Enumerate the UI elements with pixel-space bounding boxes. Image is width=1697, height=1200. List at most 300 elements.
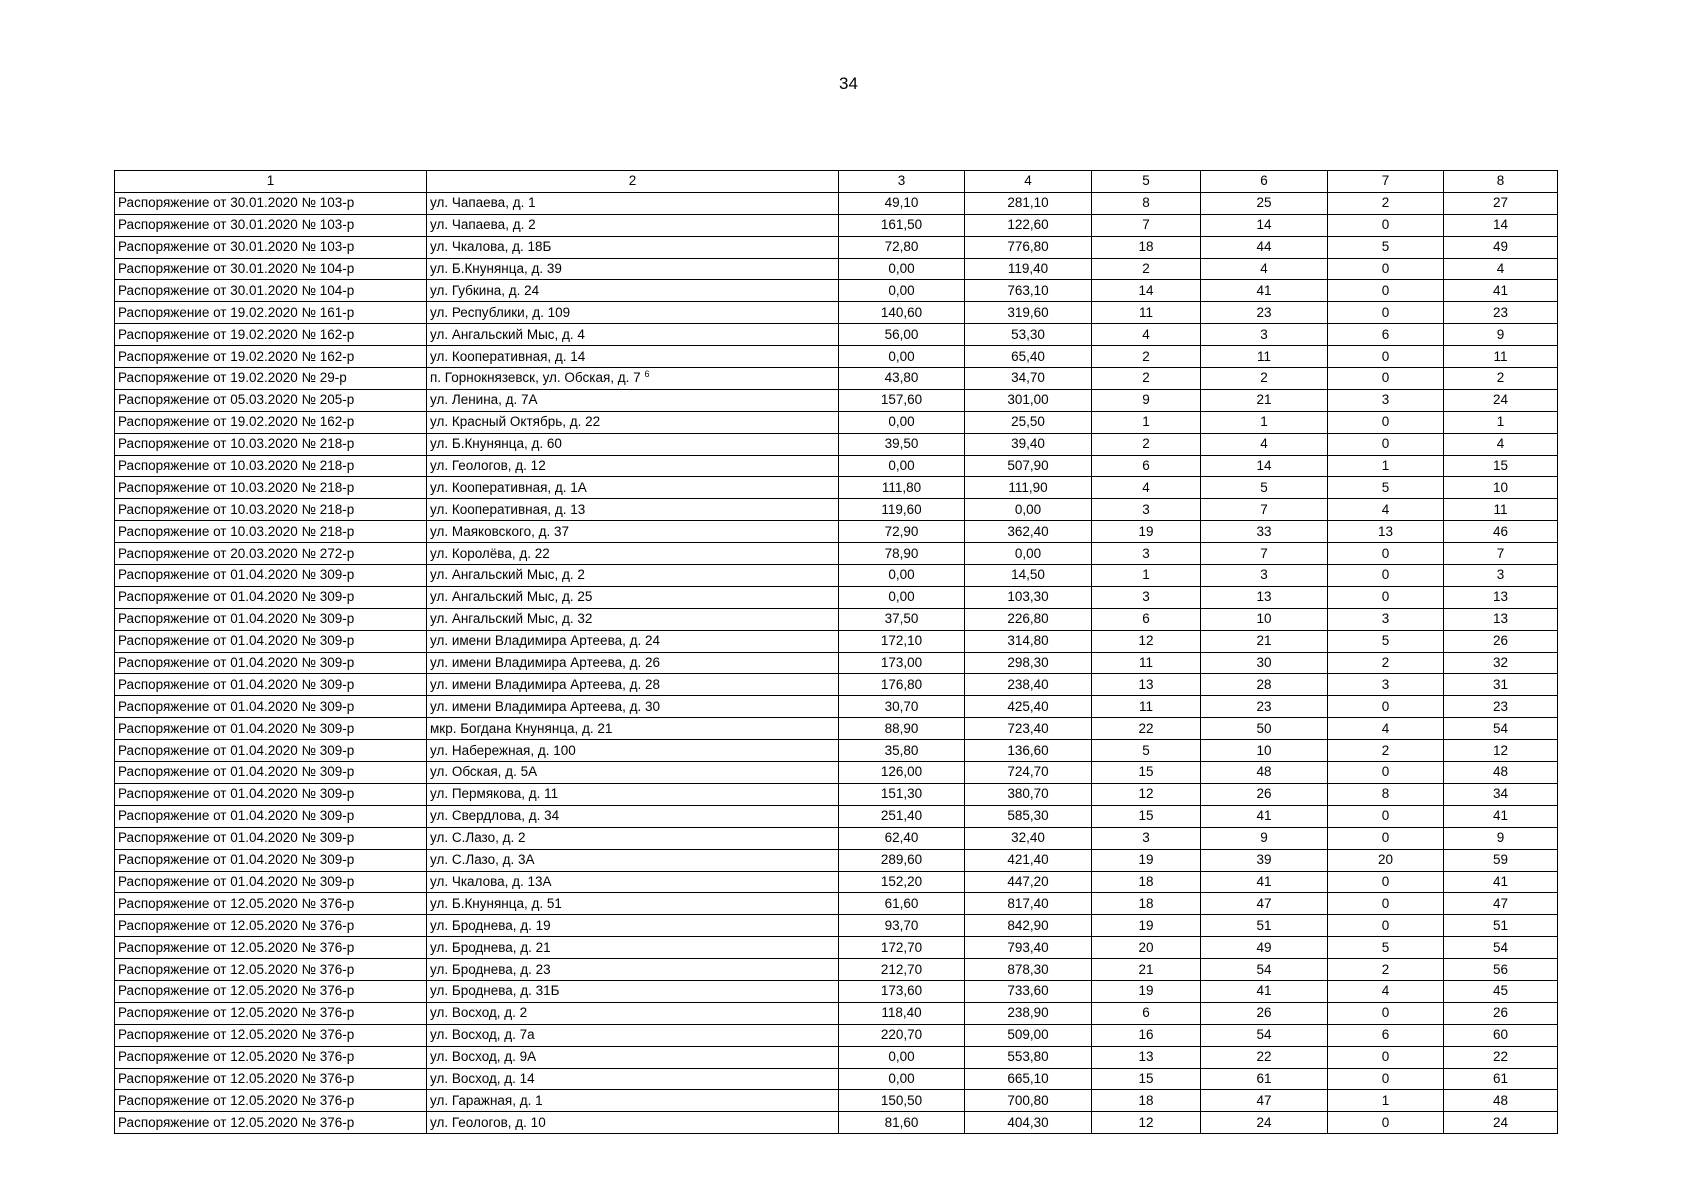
address-cell-text: ул. Маяковского, д. 37 [430, 523, 569, 539]
value-cell-col7-text: 0 [1381, 1049, 1390, 1065]
order-cell-text: Распоряжение от 01.04.2020 № 309-р [118, 655, 355, 671]
value-cell-col6-text: 4 [1260, 261, 1268, 276]
order-cell [115, 718, 427, 740]
value-cell-col7-text: 8 [1381, 786, 1390, 802]
value-cell-col5-text: 20 [1138, 939, 1154, 955]
value-cell-col7 [1328, 499, 1444, 521]
value-cell-col6 [1201, 762, 1328, 784]
address-cell [427, 521, 839, 543]
value-cell-col7-text: 0 [1381, 1005, 1390, 1021]
order-cell [115, 302, 427, 324]
value-cell-col3-text: 289,60 [880, 852, 923, 868]
table-row [115, 740, 1558, 762]
value-cell-col4 [965, 192, 1092, 214]
value-cell-col4 [965, 521, 1092, 543]
value-cell-col7-text: 0 [1381, 917, 1390, 933]
value-cell-col3-text: 39,50 [884, 436, 919, 452]
address-cell-text: п. Горнокнязевск, ул. Обская, д. 7 [430, 370, 641, 386]
address-cell [427, 324, 839, 346]
value-cell-col8 [1444, 1112, 1558, 1134]
value-cell-col3 [839, 1046, 965, 1068]
value-cell-col4 [965, 324, 1092, 346]
value-cell-col4 [965, 762, 1092, 784]
value-cell-col6-text: 23 [1256, 304, 1272, 320]
table-row [115, 893, 1558, 915]
value-cell-col5 [1092, 477, 1201, 499]
value-cell-col4-text: 226,80 [1007, 611, 1049, 627]
value-cell-col6-text: 41 [1256, 983, 1272, 999]
address-cell-text: мкр. Богдана Кнунянца, д. 21 [430, 720, 613, 736]
order-cell-text: Распоряжение от 30.01.2020 № 104-р [118, 261, 355, 276]
value-cell-col3-text: 30,70 [884, 698, 919, 714]
value-cell-col8-text: 41 [1492, 873, 1509, 889]
value-cell-col8 [1444, 674, 1558, 696]
value-cell-col8-text: 56 [1492, 961, 1509, 977]
order-cell [115, 980, 427, 1002]
value-cell-col3 [839, 762, 965, 784]
value-cell-col5-text: 12 [1138, 786, 1154, 802]
value-cell-col7 [1328, 302, 1444, 324]
value-cell-col5-text: 11 [1138, 698, 1153, 714]
order-cell [115, 893, 427, 915]
table-row [115, 368, 1558, 390]
value-cell-col6-text: 26 [1256, 786, 1272, 802]
table-row [115, 1002, 1558, 1024]
value-cell-col8 [1444, 258, 1558, 280]
value-cell-col6 [1201, 455, 1328, 477]
value-cell-col4-text: 362,40 [1007, 523, 1049, 539]
value-cell-col6 [1201, 783, 1328, 805]
registry-table [114, 170, 1558, 1134]
value-cell-col3-text: 0,00 [888, 458, 915, 474]
value-cell-col8 [1444, 630, 1558, 652]
value-cell-col3-text: 0,00 [888, 567, 915, 583]
value-cell-col5 [1092, 608, 1201, 630]
value-cell-col7 [1328, 652, 1444, 674]
value-cell-col7 [1328, 280, 1444, 302]
value-cell-col3-text: 81,60 [884, 1114, 919, 1130]
address-cell-text: ул. Б.Кнунянца, д. 39 [430, 261, 562, 276]
value-cell-col8-text: 4 [1496, 436, 1505, 452]
value-cell-col3-text: 157,60 [880, 392, 923, 408]
value-cell-col7 [1328, 411, 1444, 433]
value-cell-col6-text: 3 [1260, 326, 1268, 342]
value-cell-col7 [1328, 871, 1444, 893]
address-cell [427, 586, 839, 608]
address-cell [427, 1090, 839, 1112]
value-cell-col3 [839, 630, 965, 652]
value-cell-col7 [1328, 1112, 1444, 1134]
value-cell-col3-text: 126,00 [880, 764, 923, 780]
value-cell-col3-text: 140,60 [880, 304, 923, 320]
value-cell-col5 [1092, 565, 1201, 587]
value-cell-col8-text: 60 [1492, 1027, 1509, 1043]
value-cell-col3-text: 72,80 [884, 239, 919, 255]
value-cell-col4-text: 585,30 [1007, 808, 1049, 824]
value-cell-col8-text: 45 [1492, 983, 1509, 999]
table-row [115, 477, 1558, 499]
order-cell-text: Распоряжение от 10.03.2020 № 218-р [118, 436, 355, 452]
value-cell-col6 [1201, 258, 1328, 280]
order-cell-text: Распоряжение от 19.02.2020 № 29-р [118, 370, 347, 386]
value-cell-col7-text: 3 [1381, 611, 1390, 627]
value-cell-col5-text: 1 [1142, 567, 1150, 583]
value-cell-col8-text: 3 [1496, 567, 1505, 583]
value-cell-col5 [1092, 214, 1201, 236]
table-row [115, 543, 1558, 565]
value-cell-col4-text: 119,40 [1007, 261, 1049, 276]
value-cell-col6 [1201, 565, 1328, 587]
order-cell-text: Распоряжение от 12.05.2020 № 376-р [118, 1114, 355, 1130]
value-cell-col7-text: 0 [1381, 1070, 1390, 1086]
table-row [115, 915, 1558, 937]
value-cell-col8 [1444, 499, 1558, 521]
value-cell-col7-text: 0 [1381, 414, 1390, 430]
table-row [115, 849, 1558, 871]
address-cell [427, 1024, 839, 1046]
order-cell-text: Распоряжение от 30.01.2020 № 103-р [118, 217, 355, 233]
value-cell-col5-text: 12 [1138, 1114, 1154, 1130]
value-cell-col5-text: 16 [1138, 1027, 1154, 1043]
value-cell-col3-text: 172,10 [880, 633, 923, 649]
address-cell-text: ул. Обская, д. 5А [430, 764, 538, 780]
value-cell-col3 [839, 740, 965, 762]
value-cell-col3-text: 0,00 [888, 1070, 915, 1086]
value-cell-col5 [1092, 1090, 1201, 1112]
value-cell-col6 [1201, 346, 1328, 368]
column-header: 5 [1092, 171, 1201, 193]
value-cell-col6 [1201, 849, 1328, 871]
address-cell-text: ул. Броднева, д. 23 [430, 961, 551, 977]
value-cell-col3 [839, 586, 965, 608]
value-cell-col5-text: 19 [1138, 852, 1154, 868]
page-number: 34 [839, 74, 858, 93]
value-cell-col6-text: 48 [1256, 764, 1272, 780]
order-cell-text: Распоряжение от 01.04.2020 № 309-р [118, 764, 355, 780]
value-cell-col8-text: 9 [1496, 830, 1505, 846]
value-cell-col8 [1444, 1046, 1558, 1068]
value-cell-col4 [965, 565, 1092, 587]
value-cell-col7 [1328, 959, 1444, 981]
value-cell-col7 [1328, 915, 1444, 937]
value-cell-col8-text: 48 [1492, 764, 1509, 780]
address-cell [427, 630, 839, 652]
value-cell-col8 [1444, 937, 1558, 959]
value-cell-col6 [1201, 893, 1328, 915]
value-cell-col5-text: 13 [1138, 676, 1154, 692]
value-cell-col5 [1092, 499, 1201, 521]
table-row [115, 827, 1558, 849]
value-cell-col5 [1092, 324, 1201, 346]
value-cell-col6 [1201, 652, 1328, 674]
value-cell-col5-text: 19 [1138, 523, 1154, 539]
value-cell-col3 [839, 477, 965, 499]
value-cell-col6-text: 10 [1256, 611, 1272, 627]
order-cell [115, 258, 427, 280]
value-cell-col8-text: 54 [1492, 720, 1509, 736]
value-cell-col6-text: 30 [1256, 655, 1272, 671]
table-row [115, 455, 1558, 477]
value-cell-col8-text: 2 [1496, 370, 1505, 386]
address-cell-text: ул. Геологов, д. 12 [430, 458, 546, 474]
value-cell-col6-text: 7 [1260, 545, 1268, 561]
column-header: 7 [1328, 171, 1444, 193]
value-cell-col7 [1328, 1090, 1444, 1112]
address-cell [427, 871, 839, 893]
table-row [115, 280, 1558, 302]
value-cell-col5 [1092, 346, 1201, 368]
value-cell-col8-text: 13 [1492, 589, 1509, 605]
address-cell-text: ул. имени Владимира Артеева, д. 28 [430, 676, 660, 692]
value-cell-col6-text: 4 [1260, 436, 1268, 452]
address-cell [427, 192, 839, 214]
order-cell-text: Распоряжение от 30.01.2020 № 103-р [118, 195, 355, 211]
value-cell-col6 [1201, 586, 1328, 608]
value-cell-col4 [965, 1112, 1092, 1134]
value-cell-col7 [1328, 192, 1444, 214]
value-cell-col5-text: 3 [1142, 545, 1150, 561]
value-cell-col4-text: 14,50 [1011, 567, 1045, 583]
value-cell-col8-text: 48 [1492, 1092, 1509, 1108]
value-cell-col5 [1092, 302, 1201, 324]
value-cell-col7 [1328, 937, 1444, 959]
order-cell [115, 1112, 427, 1134]
value-cell-col8 [1444, 192, 1558, 214]
value-cell-col4-text: 793,40 [1007, 939, 1049, 955]
value-cell-col5-text: 3 [1142, 830, 1150, 846]
value-cell-col8 [1444, 652, 1558, 674]
order-cell [115, 674, 427, 696]
value-cell-col8 [1444, 608, 1558, 630]
value-cell-col8 [1444, 302, 1558, 324]
value-cell-col3-text: 0,00 [888, 414, 915, 430]
value-cell-col4 [965, 674, 1092, 696]
address-cell-text: ул. Восход, д. 2 [430, 1005, 528, 1021]
value-cell-col8 [1444, 696, 1558, 718]
value-cell-col4-text: 238,90 [1007, 1005, 1049, 1021]
footnote-marker: 6 [644, 369, 650, 380]
value-cell-col3 [839, 849, 965, 871]
value-cell-col3-text: 118,40 [881, 1005, 922, 1021]
value-cell-col7-text: 4 [1381, 983, 1390, 999]
address-cell [427, 1068, 839, 1090]
address-cell [427, 565, 839, 587]
value-cell-col7 [1328, 827, 1444, 849]
value-cell-col4 [965, 1024, 1092, 1046]
value-cell-col8-text: 46 [1492, 523, 1509, 539]
value-cell-col8-text: 32 [1492, 655, 1509, 671]
value-cell-col3-text: 173,00 [880, 655, 923, 671]
value-cell-col5 [1092, 674, 1201, 696]
order-cell [115, 389, 427, 411]
order-cell [115, 346, 427, 368]
value-cell-col8-text: 41 [1492, 808, 1509, 824]
value-cell-col4-text: 298,30 [1007, 655, 1049, 671]
value-cell-col6 [1201, 630, 1328, 652]
order-cell-text: Распоряжение от 10.03.2020 № 218-р [118, 523, 355, 539]
value-cell-col7-text: 0 [1381, 261, 1390, 276]
value-cell-col7 [1328, 1002, 1444, 1024]
value-cell-col5-text: 1 [1142, 414, 1150, 430]
order-cell [115, 915, 427, 937]
address-cell [427, 499, 839, 521]
order-cell [115, 849, 427, 871]
order-cell [115, 368, 427, 390]
value-cell-col7-text: 13 [1377, 523, 1394, 539]
value-cell-col8 [1444, 411, 1558, 433]
value-cell-col6-text: 14 [1256, 217, 1272, 233]
value-cell-col6 [1201, 805, 1328, 827]
order-cell [115, 1068, 427, 1090]
value-cell-col7 [1328, 740, 1444, 762]
value-cell-col5-text: 22 [1138, 720, 1154, 736]
value-cell-col4-text: 733,60 [1007, 983, 1049, 999]
value-cell-col5 [1092, 1068, 1201, 1090]
value-cell-col3 [839, 324, 965, 346]
value-cell-col3 [839, 521, 965, 543]
value-cell-col4 [965, 368, 1092, 390]
value-cell-col7 [1328, 324, 1444, 346]
value-cell-col5 [1092, 543, 1201, 565]
order-cell-text: Распоряжение от 01.04.2020 № 309-р [118, 720, 355, 736]
value-cell-col8 [1444, 236, 1558, 258]
address-cell-text: ул. Б.Кнунянца, д. 60 [430, 436, 562, 452]
value-cell-col7 [1328, 762, 1444, 784]
order-cell-text: Распоряжение от 01.04.2020 № 309-р [118, 676, 355, 692]
value-cell-col7 [1328, 1068, 1444, 1090]
value-cell-col4-text: 425,40 [1007, 698, 1049, 714]
value-cell-col7-text: 2 [1381, 961, 1390, 977]
value-cell-col7-text: 0 [1381, 698, 1390, 714]
table-row [115, 959, 1558, 981]
value-cell-col4-text: 136,60 [1007, 742, 1049, 758]
table-row [115, 586, 1558, 608]
address-cell [427, 368, 839, 390]
value-cell-col6 [1201, 827, 1328, 849]
value-cell-col6-text: 24 [1256, 1114, 1272, 1130]
order-cell [115, 608, 427, 630]
order-cell-text: Распоряжение от 30.01.2020 № 103-р [118, 239, 355, 255]
table-row [115, 346, 1558, 368]
value-cell-col3 [839, 893, 965, 915]
table-row [115, 937, 1558, 959]
order-cell-text: Распоряжение от 12.05.2020 № 376-р [118, 895, 355, 911]
value-cell-col4 [965, 455, 1092, 477]
address-cell [427, 718, 839, 740]
value-cell-col4-text: 507,90 [1007, 458, 1049, 474]
value-cell-col5-text: 11 [1138, 655, 1153, 671]
value-cell-col7-text: 2 [1381, 742, 1390, 758]
address-cell-text: ул. Ангальский Мыс, д. 32 [430, 611, 593, 627]
value-cell-col6 [1201, 980, 1328, 1002]
value-cell-col7-text: 2 [1381, 655, 1390, 671]
value-cell-col7-text: 0 [1381, 348, 1390, 364]
value-cell-col8-text: 23 [1492, 698, 1509, 714]
value-cell-col6 [1201, 608, 1328, 630]
value-cell-col4-text: 665,10 [1007, 1070, 1049, 1086]
order-cell [115, 499, 427, 521]
value-cell-col3-text: 176,80 [880, 676, 923, 692]
value-cell-col7 [1328, 1046, 1444, 1068]
order-cell [115, 740, 427, 762]
value-cell-col6 [1201, 1090, 1328, 1112]
value-cell-col7-text: 0 [1381, 567, 1390, 583]
value-cell-col7 [1328, 433, 1444, 455]
value-cell-col3-text: 0,00 [888, 1049, 915, 1065]
value-cell-col8 [1444, 915, 1558, 937]
value-cell-col5 [1092, 762, 1201, 784]
value-cell-col4 [965, 389, 1092, 411]
value-cell-col7-text: 3 [1381, 676, 1390, 692]
value-cell-col7 [1328, 565, 1444, 587]
address-cell [427, 915, 839, 937]
value-cell-col4-text: 34,70 [1011, 370, 1045, 386]
value-cell-col3-text: 37,50 [884, 611, 919, 627]
value-cell-col7 [1328, 718, 1444, 740]
value-cell-col8-text: 61 [1492, 1070, 1509, 1086]
order-cell [115, 937, 427, 959]
value-cell-col3 [839, 433, 965, 455]
value-cell-col3 [839, 696, 965, 718]
table-row [115, 192, 1558, 214]
value-cell-col3-text: 151,30 [880, 786, 923, 802]
value-cell-col5 [1092, 1112, 1201, 1134]
value-cell-col8 [1444, 1068, 1558, 1090]
value-cell-col4-text: 32,40 [1011, 830, 1045, 846]
value-cell-col6-text: 41 [1256, 282, 1272, 298]
value-cell-col7 [1328, 1024, 1444, 1046]
value-cell-col6 [1201, 718, 1328, 740]
value-cell-col4-text: 122,60 [1007, 217, 1049, 233]
order-cell-text: Распоряжение от 01.04.2020 № 309-р [118, 742, 355, 758]
value-cell-col4 [965, 433, 1092, 455]
value-cell-col7-text: 6 [1381, 326, 1390, 342]
value-cell-col4-text: 25,50 [1011, 414, 1045, 430]
order-cell [115, 762, 427, 784]
value-cell-col7 [1328, 236, 1444, 258]
value-cell-col4 [965, 959, 1092, 981]
value-cell-col8-text: 22 [1492, 1049, 1509, 1065]
value-cell-col6-text: 7 [1260, 501, 1268, 517]
order-cell [115, 871, 427, 893]
value-cell-col6 [1201, 674, 1328, 696]
address-cell-text: ул. Чапаева, д. 1 [430, 195, 536, 211]
value-cell-col5 [1092, 433, 1201, 455]
value-cell-col6-text: 47 [1256, 895, 1272, 911]
value-cell-col6-text: 26 [1256, 1005, 1272, 1021]
value-cell-col8 [1444, 805, 1558, 827]
value-cell-col8 [1444, 346, 1558, 368]
value-cell-col8 [1444, 783, 1558, 805]
value-cell-col5-text: 6 [1142, 458, 1150, 474]
value-cell-col6 [1201, 280, 1328, 302]
table-row [115, 411, 1558, 433]
value-cell-col8-text: 51 [1492, 917, 1509, 933]
address-cell [427, 389, 839, 411]
value-cell-col8-text: 1 [1496, 414, 1505, 430]
address-cell-text: ул. Набережная, д. 100 [430, 742, 576, 758]
value-cell-col3 [839, 1090, 965, 1112]
address-cell [427, 849, 839, 871]
value-cell-col8-text: 41 [1492, 282, 1509, 298]
order-cell-text: Распоряжение от 19.02.2020 № 162-р [118, 414, 355, 430]
value-cell-col6-text: 5 [1260, 479, 1268, 495]
value-cell-col7-text: 4 [1381, 720, 1390, 736]
value-cell-col3 [839, 302, 965, 324]
value-cell-col4 [965, 258, 1092, 280]
value-cell-col5 [1092, 455, 1201, 477]
value-cell-col4 [965, 1090, 1092, 1112]
